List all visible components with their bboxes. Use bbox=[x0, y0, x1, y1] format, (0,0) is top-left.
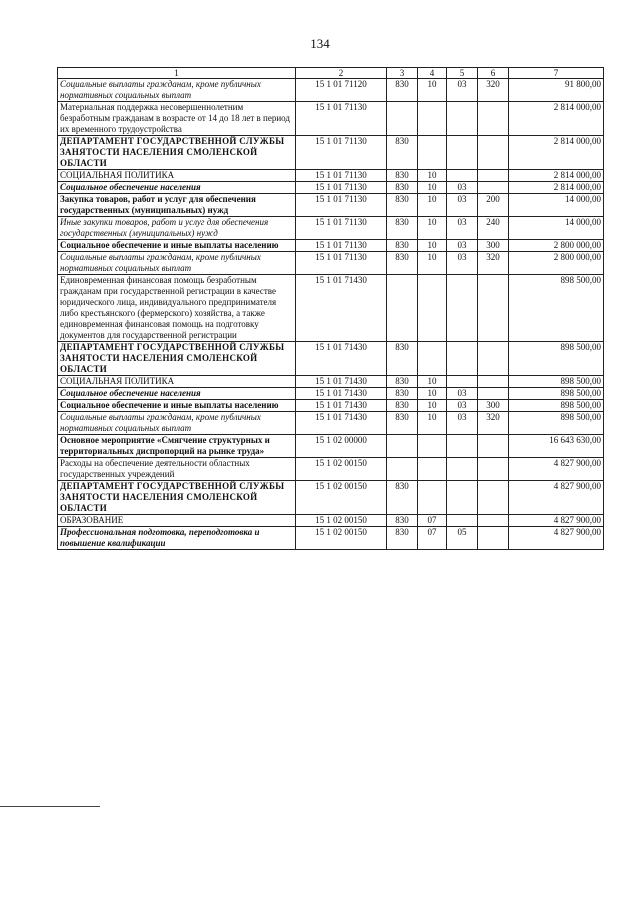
header-cell: 3 bbox=[387, 68, 418, 79]
expense-kind bbox=[478, 102, 509, 136]
amount: 898 500,00 bbox=[509, 376, 604, 388]
section-code bbox=[418, 136, 447, 170]
amount: 91 800,00 bbox=[509, 79, 604, 102]
subsection-code bbox=[447, 458, 478, 481]
dept-code: 830 bbox=[387, 527, 418, 550]
row-name: СОЦИАЛЬНАЯ ПОЛИТИКА bbox=[58, 170, 296, 182]
section-code: 10 bbox=[418, 170, 447, 182]
row-name: Единовременная финансовая помощь безработным гражданам при государственной регистрации в качестве юридического лица, индивидуального предпринимателя либо крестьянского (фермерского) хозяйства, а также единовременная финансовая помощь на подготовку документов для государственной регистрации bbox=[58, 275, 296, 342]
dept-code: 830 bbox=[387, 412, 418, 435]
target-code: 15 1 01 71430 bbox=[296, 412, 387, 435]
row-name: Социальные выплаты гражданам, кроме публичных нормативных социальных выплат bbox=[58, 252, 296, 275]
target-code: 15 1 02 00150 bbox=[296, 458, 387, 481]
target-code: 15 1 01 71430 bbox=[296, 400, 387, 412]
row-name: Социальное обеспечение населения bbox=[58, 388, 296, 400]
target-code: 15 1 02 00000 bbox=[296, 435, 387, 458]
dept-code: 830 bbox=[387, 240, 418, 252]
amount: 14 000,00 bbox=[509, 194, 604, 217]
table-header-row bbox=[58, 68, 604, 79]
dept-code: 830 bbox=[387, 79, 418, 102]
target-code: 15 1 02 00150 bbox=[296, 481, 387, 515]
dept-code bbox=[387, 435, 418, 458]
amount: 2 814 000,00 bbox=[509, 102, 604, 136]
subsection-code bbox=[447, 275, 478, 342]
table-row bbox=[58, 412, 604, 435]
expense-kind bbox=[478, 182, 509, 194]
table-row bbox=[58, 79, 604, 102]
subsection-code bbox=[447, 136, 478, 170]
row-name: Социальное обеспечение и иные выплаты населению bbox=[58, 240, 296, 252]
section-code: 10 bbox=[418, 194, 447, 217]
table-row bbox=[58, 217, 604, 240]
row-name: ОБРАЗОВАНИЕ bbox=[58, 515, 296, 527]
subsection-code bbox=[447, 102, 478, 136]
amount: 4 827 900,00 bbox=[509, 481, 604, 515]
subsection-code: 03 bbox=[447, 240, 478, 252]
dept-code: 830 bbox=[387, 170, 418, 182]
table-row bbox=[58, 515, 604, 527]
amount: 898 500,00 bbox=[509, 388, 604, 400]
table-row bbox=[58, 481, 604, 515]
margin-line bbox=[0, 806, 100, 807]
subsection-code: 03 bbox=[447, 400, 478, 412]
row-name: Социальное обеспечение и иные выплаты населению bbox=[58, 400, 296, 412]
target-code: 15 1 02 00150 bbox=[296, 515, 387, 527]
row-name: СОЦИАЛЬНАЯ ПОЛИТИКА bbox=[58, 376, 296, 388]
amount: 4 827 900,00 bbox=[509, 527, 604, 550]
subsection-code bbox=[447, 170, 478, 182]
dept-code: 830 bbox=[387, 388, 418, 400]
header-cell: 2 bbox=[296, 68, 387, 79]
amount: 2 814 000,00 bbox=[509, 136, 604, 170]
expense-kind bbox=[478, 342, 509, 376]
amount: 898 500,00 bbox=[509, 342, 604, 376]
section-code: 10 bbox=[418, 182, 447, 194]
row-name: ДЕПАРТАМЕНТ ГОСУДАРСТВЕННОЙ СЛУЖБЫ ЗАНЯТОСТИ НАСЕЛЕНИЯ СМОЛЕНСКОЙ ОБЛАСТИ bbox=[58, 342, 296, 376]
dept-code: 830 bbox=[387, 136, 418, 170]
section-code: 10 bbox=[418, 240, 447, 252]
subsection-code bbox=[447, 376, 478, 388]
amount: 898 500,00 bbox=[509, 400, 604, 412]
target-code: 15 1 01 71130 bbox=[296, 194, 387, 217]
target-code: 15 1 01 71130 bbox=[296, 182, 387, 194]
subsection-code bbox=[447, 481, 478, 515]
row-name: Основное мероприятие «Смягчение структурных и территориальных диспропорций на рынке труда» bbox=[58, 435, 296, 458]
amount: 2 800 000,00 bbox=[509, 240, 604, 252]
target-code: 15 1 01 71430 bbox=[296, 376, 387, 388]
row-name: Расходы на обеспечение деятельности областных государственных учреждений bbox=[58, 458, 296, 481]
subsection-code bbox=[447, 515, 478, 527]
section-code bbox=[418, 435, 447, 458]
subsection-code: 03 bbox=[447, 194, 478, 217]
dept-code: 830 bbox=[387, 515, 418, 527]
dept-code: 830 bbox=[387, 182, 418, 194]
subsection-code: 03 bbox=[447, 217, 478, 240]
amount: 898 500,00 bbox=[509, 412, 604, 435]
table-row bbox=[58, 376, 604, 388]
section-code bbox=[418, 102, 447, 136]
subsection-code: 05 bbox=[447, 527, 478, 550]
expense-kind bbox=[478, 435, 509, 458]
target-code: 15 1 01 71130 bbox=[296, 217, 387, 240]
row-name: Профессиональная подготовка, переподготовка и повышение квалификации bbox=[58, 527, 296, 550]
row-name: Закупка товаров, работ и услуг для обеспечения государственных (муниципальных) нужд bbox=[58, 194, 296, 217]
target-code: 15 1 01 71130 bbox=[296, 252, 387, 275]
expense-kind: 300 bbox=[478, 400, 509, 412]
expense-kind: 200 bbox=[478, 194, 509, 217]
dept-code: 830 bbox=[387, 376, 418, 388]
table-row bbox=[58, 240, 604, 252]
table-row bbox=[58, 170, 604, 182]
dept-code: 830 bbox=[387, 194, 418, 217]
expense-kind bbox=[478, 388, 509, 400]
table-row bbox=[58, 342, 604, 376]
amount: 898 500,00 bbox=[509, 275, 604, 342]
target-code: 15 1 01 71130 bbox=[296, 240, 387, 252]
section-code: 07 bbox=[418, 527, 447, 550]
table-row bbox=[58, 527, 604, 550]
section-code bbox=[418, 481, 447, 515]
row-name: ДЕПАРТАМЕНТ ГОСУДАРСТВЕННОЙ СЛУЖБЫ ЗАНЯТОСТИ НАСЕЛЕНИЯ СМОЛЕНСКОЙ ОБЛАСТИ bbox=[58, 481, 296, 515]
expense-kind: 240 bbox=[478, 217, 509, 240]
section-code: 10 bbox=[418, 412, 447, 435]
target-code: 15 1 01 71430 bbox=[296, 275, 387, 342]
expense-kind: 300 bbox=[478, 240, 509, 252]
header-cell: 4 bbox=[418, 68, 447, 79]
dept-code: 830 bbox=[387, 342, 418, 376]
row-name: Социальное обеспечение населения bbox=[58, 182, 296, 194]
table-row bbox=[58, 252, 604, 275]
subsection-code bbox=[447, 435, 478, 458]
expense-kind bbox=[478, 376, 509, 388]
target-code: 15 1 01 71130 bbox=[296, 170, 387, 182]
expense-kind bbox=[478, 136, 509, 170]
section-code: 10 bbox=[418, 79, 447, 102]
table-row bbox=[58, 400, 604, 412]
expense-kind bbox=[478, 515, 509, 527]
target-code: 15 1 01 71120 bbox=[296, 79, 387, 102]
subsection-code: 03 bbox=[447, 182, 478, 194]
row-name: Социальные выплаты гражданам, кроме публичных нормативных социальных выплат bbox=[58, 79, 296, 102]
amount: 4 827 900,00 bbox=[509, 515, 604, 527]
table-row bbox=[58, 458, 604, 481]
dept-code: 830 bbox=[387, 252, 418, 275]
row-name: Иные закупки товаров, работ и услуг для обеспечения государственных (муниципальных) нужд bbox=[58, 217, 296, 240]
target-code: 15 1 02 00150 bbox=[296, 527, 387, 550]
page-number: 134 bbox=[310, 36, 330, 51]
row-name: Материальная поддержка несовершеннолетним безработным гражданам в возрасте от 14 до 18 лет в период их временного трудоустройства bbox=[58, 102, 296, 136]
row-name: Социальные выплаты гражданам, кроме публичных нормативных социальных выплат bbox=[58, 412, 296, 435]
table-row bbox=[58, 435, 604, 458]
section-code: 10 bbox=[418, 217, 447, 240]
budget-table bbox=[57, 67, 604, 550]
dept-code bbox=[387, 458, 418, 481]
amount: 2 800 000,00 bbox=[509, 252, 604, 275]
header-cell: 1 bbox=[58, 68, 296, 79]
amount: 4 827 900,00 bbox=[509, 458, 604, 481]
table-row bbox=[58, 182, 604, 194]
dept-code: 830 bbox=[387, 400, 418, 412]
expense-kind bbox=[478, 170, 509, 182]
section-code: 07 bbox=[418, 515, 447, 527]
subsection-code: 03 bbox=[447, 252, 478, 275]
section-code bbox=[418, 275, 447, 342]
table-row bbox=[58, 194, 604, 217]
section-code bbox=[418, 458, 447, 481]
subsection-code: 03 bbox=[447, 388, 478, 400]
table-row bbox=[58, 388, 604, 400]
header-cell: 7 bbox=[509, 68, 604, 79]
table-row bbox=[58, 102, 604, 136]
target-code: 15 1 01 71430 bbox=[296, 388, 387, 400]
expense-kind: 320 bbox=[478, 412, 509, 435]
target-code: 15 1 01 71130 bbox=[296, 136, 387, 170]
dept-code bbox=[387, 275, 418, 342]
amount: 14 000,00 bbox=[509, 217, 604, 240]
header-cell: 6 bbox=[478, 68, 509, 79]
expense-kind bbox=[478, 527, 509, 550]
section-code: 10 bbox=[418, 400, 447, 412]
expense-kind bbox=[478, 481, 509, 515]
expense-kind: 320 bbox=[478, 79, 509, 102]
target-code: 15 1 01 71130 bbox=[296, 102, 387, 136]
expense-kind bbox=[478, 458, 509, 481]
section-code: 10 bbox=[418, 388, 447, 400]
section-code bbox=[418, 342, 447, 376]
subsection-code bbox=[447, 342, 478, 376]
expense-kind: 320 bbox=[478, 252, 509, 275]
target-code: 15 1 01 71430 bbox=[296, 342, 387, 376]
section-code: 10 bbox=[418, 252, 447, 275]
section-code: 10 bbox=[418, 376, 447, 388]
amount: 2 814 000,00 bbox=[509, 170, 604, 182]
dept-code: 830 bbox=[387, 217, 418, 240]
dept-code bbox=[387, 102, 418, 136]
subsection-code: 03 bbox=[447, 412, 478, 435]
subsection-code: 03 bbox=[447, 79, 478, 102]
header-cell: 5 bbox=[447, 68, 478, 79]
table-row bbox=[58, 275, 604, 342]
expense-kind bbox=[478, 275, 509, 342]
amount: 16 643 630,00 bbox=[509, 435, 604, 458]
amount: 2 814 000,00 bbox=[509, 182, 604, 194]
row-name: ДЕПАРТАМЕНТ ГОСУДАРСТВЕННОЙ СЛУЖБЫ ЗАНЯТОСТИ НАСЕЛЕНИЯ СМОЛЕНСКОЙ ОБЛАСТИ bbox=[58, 136, 296, 170]
dept-code: 830 bbox=[387, 481, 418, 515]
table-row bbox=[58, 136, 604, 170]
